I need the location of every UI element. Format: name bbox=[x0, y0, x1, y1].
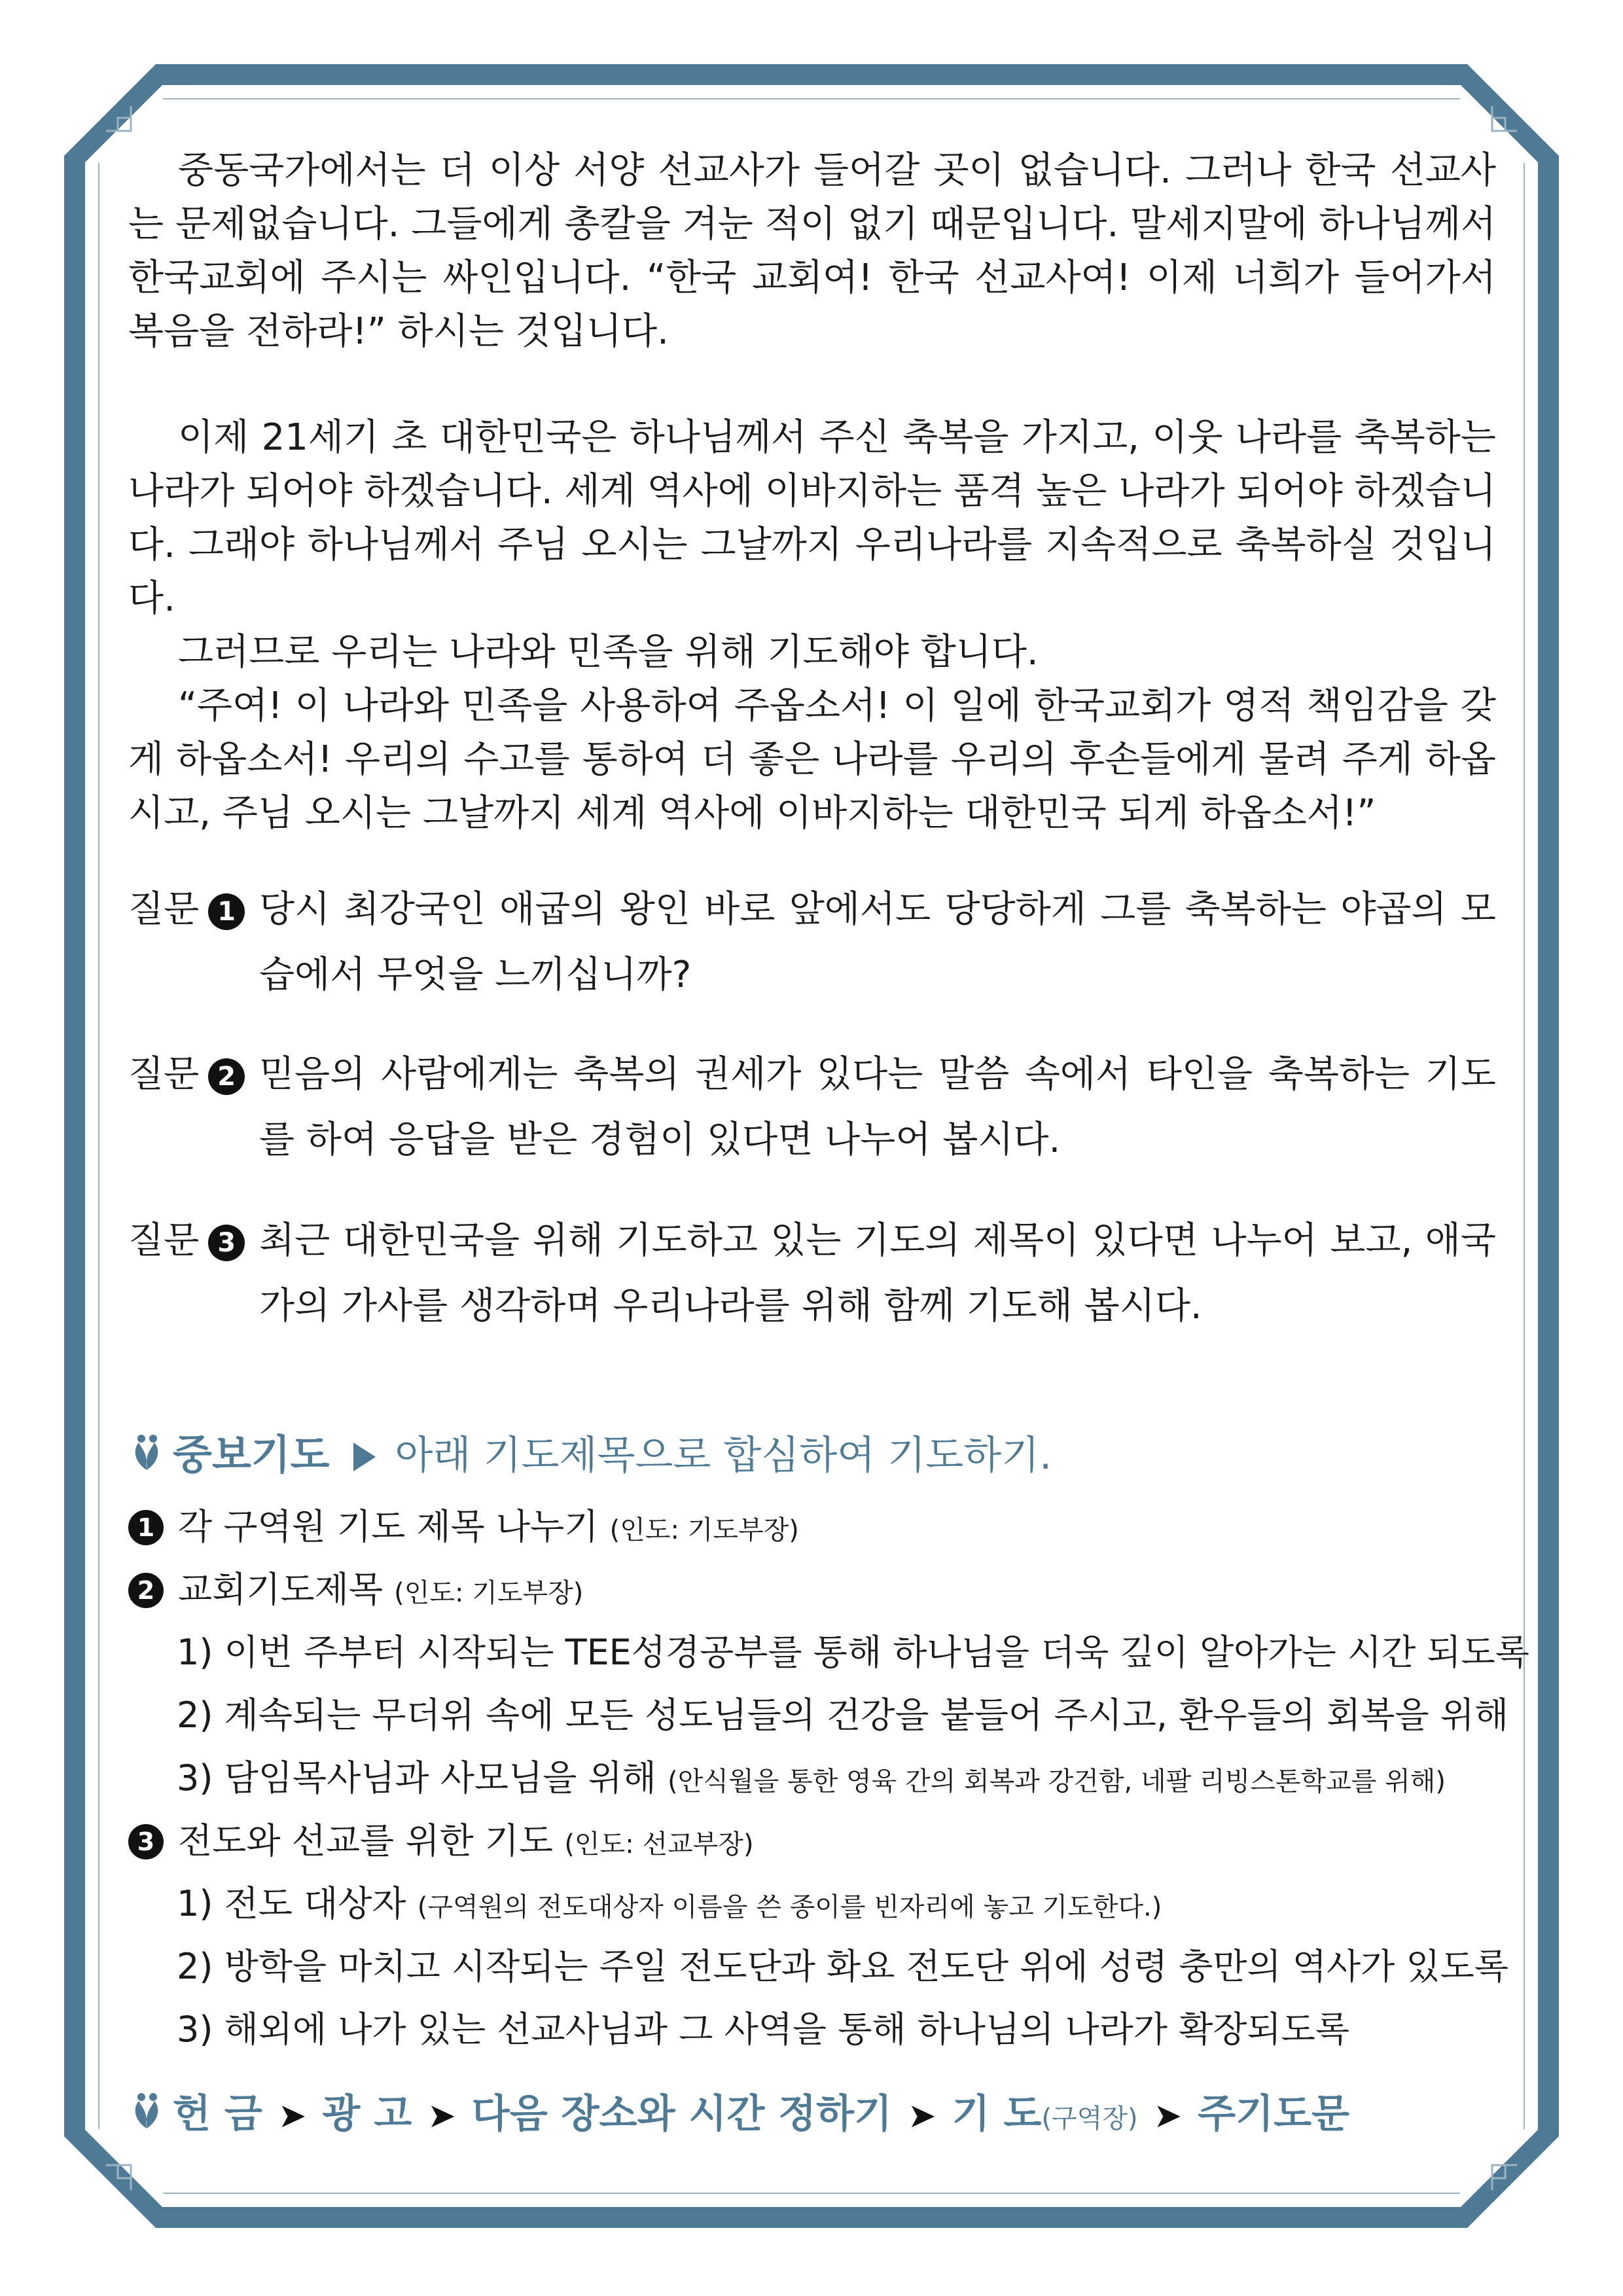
page-number-left: 3 bbox=[68, 2174, 114, 2250]
paragraph-1: 중동국가에서는 더 이상 서양 선교사가 들어갈 곳이 없습니다. 그러나 한국 선교사는 문제없습니다. 그들에게 총칼을 겨눈 적이 없기 때문입니다. 말세지말에 하나님께서 한국교회에 주시는 싸인입니다. “한국 교회여! 한국 선교사여! 이제 너희가 들어가서 복음을 전하라!” 하시는 것입니다. bbox=[128, 149, 1496, 353]
footer-prayer-note: (구역장) bbox=[1041, 2104, 1138, 2134]
footer-item-announcements: 광 고 bbox=[322, 2091, 412, 2137]
number-badge: 2 bbox=[128, 1573, 164, 1608]
question-text: 믿음의 사람에게는 축복의 권세가 있다는 말씀 속에서 타인을 축복하는 기도를 하여 응답을 받은 경험이 있다면 나누어 봅시다. bbox=[259, 1053, 1496, 1161]
list-item: 2) 방학을 마치고 시작되는 주일 전도단과 화요 전도단 위에 성령 충만의 역사가 있도록 bbox=[177, 1946, 1508, 1987]
footer-item-offering: 헌 금 bbox=[173, 2091, 262, 2137]
list-item: 1) 전도 대상자 (구역원의 전도대상자 이름을 쓴 종이를 빈자리에 놓고 기도한다.) bbox=[177, 1883, 1162, 1924]
question-label: 질문 bbox=[128, 888, 200, 931]
number-badge: 1 bbox=[128, 1510, 164, 1545]
list-item: 3) 해외에 나가 있는 선교사님과 그 사역을 통해 하나님의 나라가 확장되도록 bbox=[177, 2009, 1350, 2050]
list-item: 2 교회기도제목 (인도: 기도부장) bbox=[128, 1562, 583, 1612]
footer-item-prayer: 기 도 bbox=[952, 2091, 1042, 2137]
arrow-right-icon: ➤ bbox=[908, 2096, 936, 2136]
number-badge: 3 bbox=[128, 1824, 164, 1859]
page-number-right: 3 bbox=[1508, 2174, 1554, 2250]
question-3 bbox=[128, 1208, 1496, 1339]
arrow-right-icon: ➤ bbox=[277, 2096, 307, 2136]
leaf-icon bbox=[128, 2092, 165, 2131]
prayer-section-header bbox=[128, 1426, 1052, 1485]
arrow-right-icon: ➤ bbox=[427, 2096, 456, 2136]
footer-item-lords-prayer: 주기도문 bbox=[1198, 2091, 1349, 2137]
prayer-section-title: 중보기도 bbox=[173, 1431, 330, 1479]
leaf-icon bbox=[128, 1433, 165, 1473]
paragraph-3: 그러므로 우리는 나라와 민족을 위해 기도해야 합니다. bbox=[178, 631, 1039, 673]
question-number-badge: 2 bbox=[208, 1058, 245, 1095]
service-order-footer bbox=[128, 2081, 1349, 2151]
question-text: 당시 최강국인 애굽의 왕인 바로 앞에서도 당당하게 그를 축복하는 야곱의 모습에서 무엇을 느끼십니까? bbox=[259, 888, 1496, 996]
paragraph-4: “주여! 이 나라와 민족을 사용하여 주옵소서! 이 일에 한국교회가 영적 책임감을 갖게 하옵소서! 우리의 수고를 통하여 더 좋은 나라를 우리의 후손들에게 물려 주게 하옵시고, 주님 오시는 그날까지 세계 역사에 이바지하는 대한민국 되게 하옵소서!” bbox=[128, 685, 1496, 834]
question-1 bbox=[128, 877, 1496, 1008]
list-item: 3 전도와 선교를 위한 기도 (인도: 선교부장) bbox=[128, 1813, 754, 1863]
paragraph-2: 이제 21세기 초 대한민국은 하나님께서 주신 축복을 가지고, 이웃 나라를 축복하는 나라가 되어야 하겠습니다. 세계 역사에 이바지하는 품격 높은 나라가 되어야 하겠습니다. 그래야 하나님께서 주님 오시는 그날까지 우리나라를 지속적으로 축복하실 것입니다. bbox=[128, 416, 1496, 620]
question-label: 질문 bbox=[128, 1053, 200, 1096]
question-number-badge: 1 bbox=[208, 893, 245, 930]
list-item: 1 각 구역원 기도 제목 나누기 (인도: 기도부장) bbox=[128, 1499, 799, 1549]
list-item: 3) 담임목사님과 사모님을 위해 (안식월을 통한 영육 간의 회복과 강건함, 네팔 리빙스톤학교를 위해) bbox=[177, 1757, 1446, 1799]
main-text bbox=[128, 144, 1496, 840]
list-item: 1) 이번 주부터 시작되는 TEE성경공부를 통해 하나님을 더욱 깊이 알아가는 시간 되도록 bbox=[177, 1632, 1529, 1673]
question-number-badge: 3 bbox=[208, 1225, 245, 1261]
footer-item-next-meeting: 다음 장소와 시간 정하기 bbox=[471, 2091, 893, 2137]
arrow-right-icon: ➤ bbox=[1153, 2096, 1183, 2136]
triangle-arrow-icon bbox=[353, 1443, 376, 1471]
question-text: 최근 대한민국을 위해 기도하고 있는 기도의 제목이 있다면 나누어 보고, 애국가의 가사를 생각하며 우리나라를 위해 함께 기도해 봅시다. bbox=[259, 1219, 1496, 1327]
question-label: 질문 bbox=[128, 1219, 200, 1262]
question-2 bbox=[128, 1042, 1496, 1173]
prayer-section-subtitle: 아래 기도제목으로 합심하여 기도하기. bbox=[395, 1433, 1052, 1479]
list-item: 2) 계속되는 무더위 속에 모든 성도님들의 건강을 붙들어 주시고, 환우들의 회복을 위해 bbox=[177, 1695, 1508, 1736]
